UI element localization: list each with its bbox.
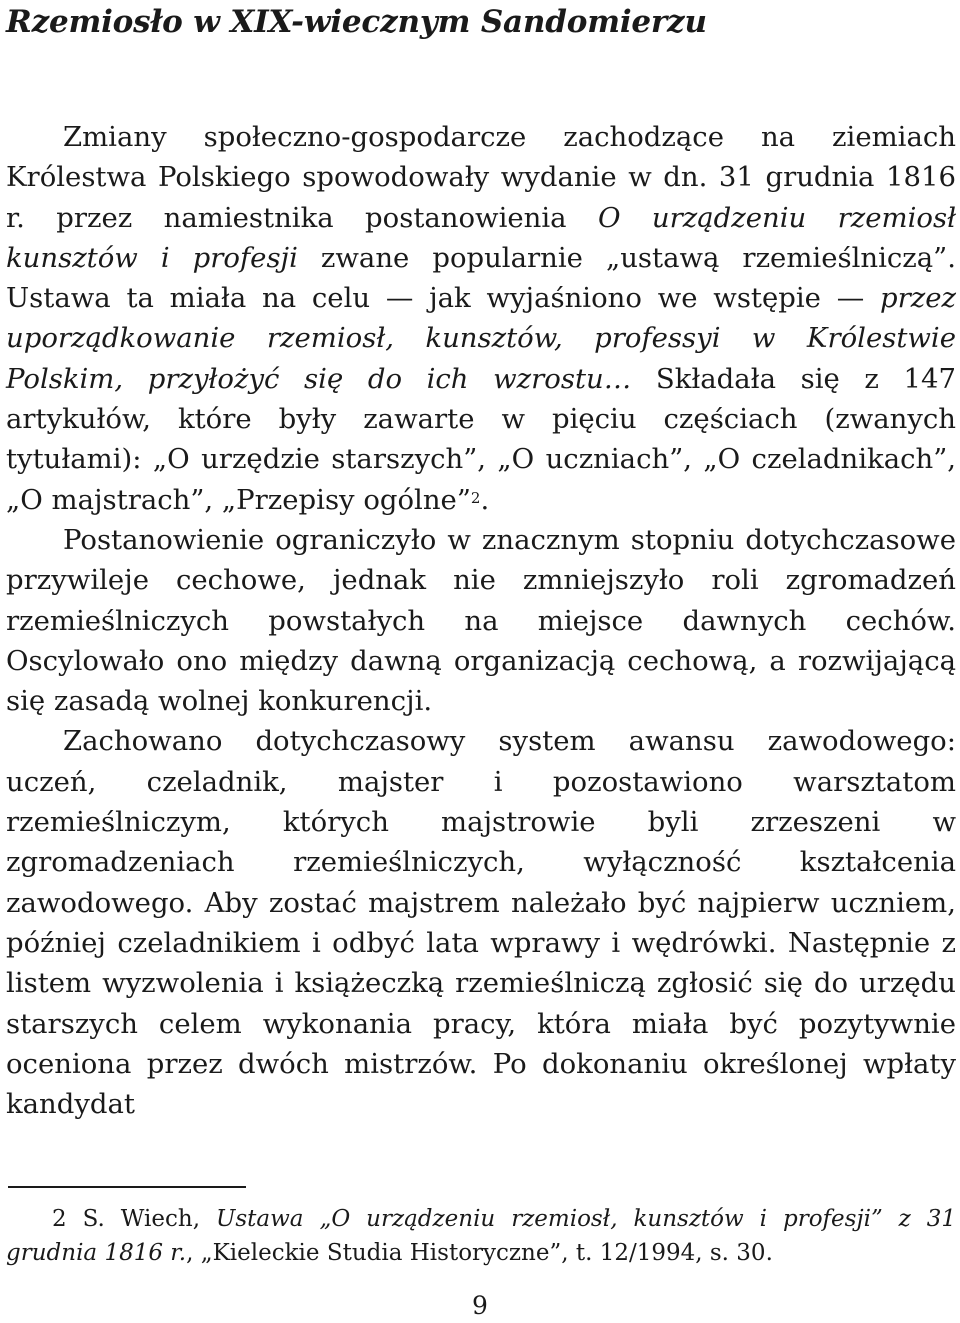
paragraph-2: Postanowienie ograniczyło w znacznym stopniu dotychczasowe przywileje cechowe, jednak nie zmniejszyło roli zgromadzeń rzemieślniczych powstałych na miejsce dawnych cechów. Oscylowało ono między dawną organizacją cechową, a rozwijającą się zasadą wolnej konkurencji.	[6, 523, 956, 718]
footnote-title: Ustawa „O urządzeniu rzemiosł, kunsztów i profesji” z 31 grudnia 1816 r.	[6, 1206, 956, 1266]
footnote-reference[interactable]: 2	[470, 488, 481, 507]
paragraph-1	[6, 117, 956, 520]
running-header-title: Rzemiosło w XIX-wiecznym Sandomierzu	[6, 4, 707, 40]
footnote-divider	[8, 1186, 246, 1188]
paragraph-1-text-f: .	[480, 483, 490, 516]
footnote-text	[6, 1202, 956, 1270]
italic-decree-title: O urządzeniu rzemiosł kunsztów i profesji	[6, 201, 957, 274]
italic-quote: przez uporządkowanie rzemiosł, kunsztów, professyi w Królestwie Polskim, przyłożyć się do ich wzrostu…	[6, 282, 956, 395]
paragraph-1-text-e: Składała się z 147 artykułów, które były zawarte w pięciu częściach (zwanych tytułami): „O urzędzie starszych”, „O uczniach”, „O czeladnikach”, „O majstrach”, „Przepisy ogólne”	[6, 362, 956, 516]
paragraph-1-text-c: zwane popularnie „ustawą rzemieślniczą”. Ustawa ta miała na celu — jak wyjaśniono we wstępie —	[6, 241, 956, 315]
body-text	[6, 117, 956, 1124]
footnote-source: , „Kieleckie Studia Historyczne”, t. 12/1994, s. 30.	[186, 1240, 773, 1266]
paragraph-3: Zachowano dotychczasowy system awansu zawodowego: uczeń, czeladnik, majster i pozostawiono warsztatom rzemieślniczym, których majstrowie byli zrzeszeni w zgromadzeniach rzemieślniczych, wyłączność kształcenia zawodowego. Aby zostać majstrem należało być najpierw uczniem, później czeladnikiem i odbyć lata wprawy i wędrówki. Następnie z listem wyzwolenia i książeczką rzemieślniczą zgłosić się do urzędu starszych celem wykonania pracy, która miała być pozytywnie oceniona przez dwóch mistrzów. Po dokonaniu określonej wpłaty kandydat	[6, 725, 956, 1121]
page-number: 9	[472, 1291, 488, 1320]
footnote	[6, 1202, 956, 1270]
footnote-author: S. Wiech,	[66, 1206, 216, 1232]
footnote-number: 2	[52, 1206, 67, 1232]
paragraph-1-text-a: Zmiany społeczno-gospodarcze zachodzące na ziemiach Królestwa Polskiego spowodowały wydanie w dn. 31 grudnia 1816 r. przez namiestnika postanowienia	[6, 121, 956, 234]
